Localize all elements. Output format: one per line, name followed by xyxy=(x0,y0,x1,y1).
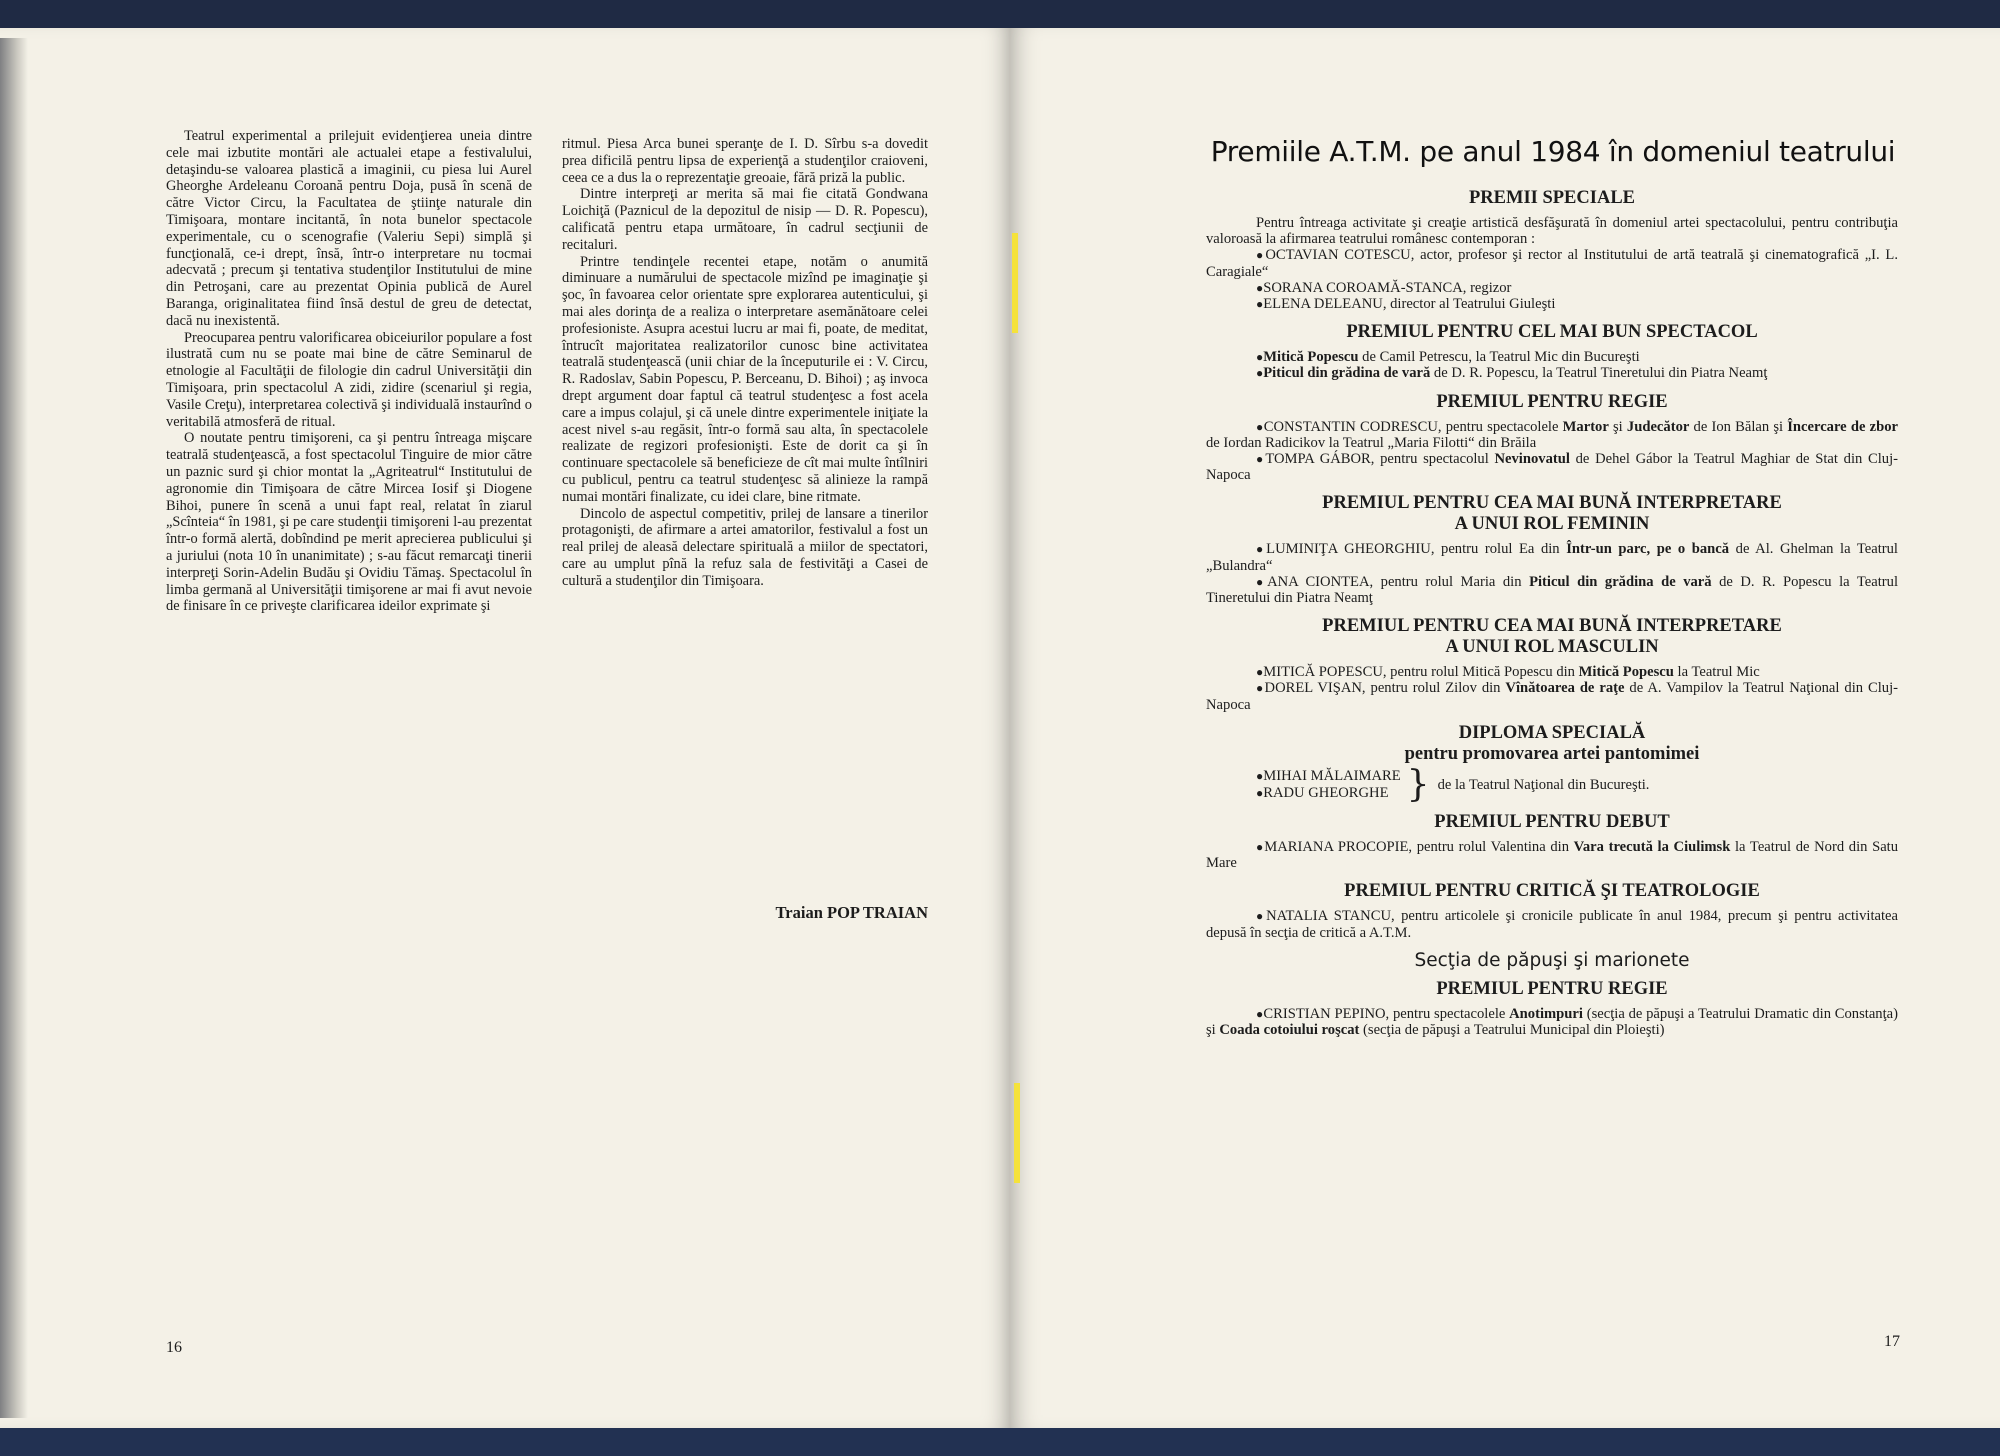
award-text: de Iordan Radicikov la Teatrul „Maria Filotti“ din Brăila xyxy=(1206,434,1537,451)
award-item: ● NATALIA STANCU, pentru articolele şi cronicile publicate în anul 1984, precum şi pentru activitatea depusă în secţia de critică a A.T.M. xyxy=(1206,908,1898,940)
section-heading: PREMIUL PENTRU REGIE xyxy=(1436,979,1668,1000)
paragraph: Dincolo de aspectul competitiv, prilej de lansare a tinerilor protagonişti, de afirmare a artei amatorilor, festivalul a fost un real prilej de aleasă delectare spirituală a miilor de spectatori, care au umplut pînă la refuz sala de festivităţi a Casei de cultură a studenţilor din Timişoara. xyxy=(562,505,928,589)
award-text: CRISTIAN PEPINO, pentru spectacolele xyxy=(1263,1006,1510,1023)
work-title: Încercare de zbor xyxy=(1787,418,1898,435)
section-subheading: pentru promovarea artei pantomimei xyxy=(1404,743,1700,764)
paragraph: Preocuparea pentru valorificarea obiceiurilor populare a fost ilustrată cum nu se poate mai bine de către Seminarul de etnologie al Facultăţii de filologie din cadrul Universităţii din Timişoara, prin spectacolul A zidi, zidire (scenariul şi regia, Vasile Creţu), interpretarea colectivă şi individuală instaurînd o veritabilă atmosferă de ritual. xyxy=(166,329,532,430)
work-title: Nevinovatul xyxy=(1494,451,1570,468)
left-page xyxy=(0,28,1010,1428)
work-title: Mitică Popescu xyxy=(1263,349,1359,366)
award-text: MARIANA PROCOPIE, pentru rolul Valentina din xyxy=(1264,839,1574,856)
award-text: de D. R. Popescu, la Teatrul Tineretului din Piatra Neamţ xyxy=(1430,365,1768,382)
award-item: ● ELENA DELEANU, director al Teatrului Giuleşti xyxy=(1206,296,1898,312)
work-title: Vara trecută la Ciulimsk xyxy=(1573,839,1731,856)
binding-strip xyxy=(0,1428,2000,1456)
award-place: de la Teatrul Naţional din Bucureşti. xyxy=(1437,776,1650,793)
award-text: de Ion Bălan şi xyxy=(1689,418,1788,435)
award-text: la Teatrul Mic xyxy=(1673,664,1760,681)
spine-marker xyxy=(1014,1083,1020,1183)
award-item xyxy=(1206,839,1898,871)
work-title: Vînătoarea de raţe xyxy=(1505,680,1625,697)
work-title: Judecător xyxy=(1626,418,1690,435)
award-text: de Camil Petrescu, la Teatrul Mic din Bucureşti xyxy=(1358,349,1640,366)
right-page xyxy=(1010,28,2000,1428)
award-item xyxy=(1206,680,1898,712)
work-title: Într-un parc, pe o bancă xyxy=(1566,541,1730,558)
page-number-left: 16 xyxy=(166,1339,182,1356)
section-heading: DIPLOMA SPECIALĂ xyxy=(1458,722,1646,743)
award-text: CONSTANTIN CODRESCU, pentru spectacolele xyxy=(1263,418,1563,435)
award-text: de Dehel Gábor la Teatrul Maghiar de Stat din Cluj-Napoca xyxy=(1206,451,1898,484)
section-heading: PREMII SPECIALE xyxy=(1468,188,1635,208)
award-text: de D. R. Popescu la Teatrul Tineretului din Piatra Neamţ xyxy=(1206,573,1899,607)
left-column-2 xyxy=(562,136,928,590)
awards-list xyxy=(1206,188,1898,1038)
book-spread xyxy=(0,28,2000,1428)
award-item xyxy=(1206,349,1898,365)
heading-line: PREMIUL PENTRU CEA MAI BUNĂ INTERPRETARE xyxy=(1322,616,1782,637)
award-item xyxy=(1206,574,1898,606)
award-text: şi xyxy=(1608,418,1627,435)
book-edge xyxy=(0,38,28,1418)
award-text: TOMPA GÁBOR, pentru spectacolul xyxy=(1265,451,1495,468)
heading-line: PREMIUL PENTRU CEA MAI BUNĂ INTERPRETARE xyxy=(1322,493,1782,514)
paragraph: O noutate pentru timişoreni, ca şi pentru întreaga mişcare teatrală studenţească, a fost spectacolul Tinguire de mior către un paznic surd şi chior montat la „Agriteatrul“ Institutului de agronomie din Timişoara de către Mircea Iosif şi Diogene Bihoi, punere în scenă a unui fapt real, relatat în ziarul „Scînteia“ în 1981, şi pe care studenţii timişoreni l-au prezentat într-o formă alertă, dobîndind pe merit aprecierea publicului şi a juriului (nota 10 în unanimitate) ; s-au făcut remarcaţi tinerii interpreţi Sorin-Adelin Budău şi Ovidiu Tămaş. Spectacolul în limba germană al Universităţii timişorene ar mai fi avut nevoie de finisare în ce priveşte clarificarea ideilor exprimate şi xyxy=(166,430,532,615)
award-item xyxy=(1206,419,1898,451)
award-item xyxy=(1206,664,1898,680)
section-heading: PREMIUL PENTRU DEBUT xyxy=(1434,812,1670,833)
award-name: ● MIHAI MĂLAIMARE xyxy=(1256,768,1401,785)
heading-line: A UNUI ROL FEMININ xyxy=(1454,514,1650,535)
paragraph: Dintre interpreţi ar merita să mai fie citată Gondwana Loichiţă (Paznicul de la depozitul de nisip — D. R. Popescu), calificată pentru etapa următoare, în cadrul secţiunii de recitaluri. xyxy=(562,186,928,253)
award-text: ANA CIONTEA, pentru rolul Maria din xyxy=(1267,573,1530,590)
award-name: ● RADU GHEORGHE xyxy=(1256,785,1401,802)
work-title: Piticul din grădina de vară xyxy=(1529,573,1712,590)
award-text: de A. Vampilov la Teatrul Naţional din Cluj-Napoca xyxy=(1206,680,1898,713)
award-item: ● SORANA COROAMĂ-STANCA, regizor xyxy=(1206,280,1898,296)
section-heading: PREMIUL PENTRU CRITICĂ ŞI TEATROLOGIE xyxy=(1344,881,1760,902)
page-title: Premiile A.T.M. pe anul 1984 în domeniul teatrului xyxy=(1210,135,1896,168)
work-title: Martor xyxy=(1562,418,1609,435)
award-text: la Teatrul de Nord din Satu Mare xyxy=(1206,839,1899,872)
brace: } xyxy=(1406,764,1430,806)
award-text: DOREL VIŞAN, pentru rolul Zilov din xyxy=(1264,680,1506,697)
award-pair xyxy=(1256,764,1898,806)
section-heading xyxy=(1206,616,1898,658)
award-text: MITICĂ POPESCU, pentru rolul Mitică Popescu din xyxy=(1263,664,1579,681)
award-text: (secţia de păpuşi a Teatrului Dramatic din Constanţa) şi xyxy=(1206,1006,1898,1039)
award-text: de Al. Ghelman la Teatrul „Bulandra“ xyxy=(1206,541,1898,574)
award-item xyxy=(1206,541,1898,573)
award-text: (secţia de păpuşi a Teatrului Municipal din Ploieşti) xyxy=(1359,1022,1665,1039)
work-title: Anotimpuri xyxy=(1509,1006,1583,1023)
paragraph: Printre tendinţele recentei etape, notăm o anumită diminuare a numărului de spectacole mizînd pe imaginaţie şi şoc, în favoarea celor orientate spre explorarea autenticului, şi mai ales dorinţa de a realiza o interpretare asemănătoare celei profesioniste. Asupra acestui lucru ar mai fi, poate, de meditat, întrucît majoritatea realizatorilor cunosc bine activitatea teatrală studenţească (unii chiar de la începuturile ei : V. Circu, R. Radoslav, Sabin Popescu, P. Berceanu, D. Bihoi) ; aş invoca drept argument doar faptul că teatrul studenţesc a fost acela care a impus colajul, şi că unele dintre experimentele iniţiate la acest nivel s-au regăsit, într-o formă sau alta, în spectacolele realizate de regizori profesionişti. Este de dorit ca şi în continuare spectacolele să beneficieze de cît mai multe întîlniri cu publicul, pentru ca teatrul studenţesc să alinieze la rampă numai montări finalizate, cu idei clare, bine ritmate. xyxy=(562,253,928,505)
section-heading: PREMIUL PENTRU REGIE xyxy=(1436,391,1668,412)
work-title: Piticul din grădina de vară xyxy=(1263,365,1431,382)
paragraph: Teatrul experimental a prilejuit evidenţierea uneia dintre cele mai izbutite montări ale actualei etape a festivalului, detaşindu-se valoarea plastică a imaginii, cu piesa lui Aurel Gheorghe Ardeleanu Coroană pentru Doja, pusă în scenă de către Victor Circu, la Facultatea de ştiinţe naturale din Timişoara, montare incitantă, în nota bunelor spectacole experimentale, cu o scenografie (Valeriu Sepi) simplă şi funcţională, ce-i drept, însă, într-o interpretare nu tocmai adecvată ; precum şi tentativa studenţilor Institutului de mine din Petroşani, care au prezentat Opinia publică de Aurel Baranga, originalitatea fiind însă destul de greu de detectat, dacă nu inexistentă. xyxy=(166,128,532,329)
award-names xyxy=(1256,768,1401,802)
page-number-right: 17 xyxy=(1884,1333,1900,1350)
award-item xyxy=(1206,365,1898,381)
heading-line: A UNUI ROL MASCULIN xyxy=(1445,637,1659,658)
award-item xyxy=(1206,1006,1898,1038)
author-signature: Traian POP TRAIAN xyxy=(775,903,928,922)
work-title: Mitică Popescu xyxy=(1578,664,1674,681)
section-heading: PREMIUL PENTRU CEL MAI BUN SPECTACOL xyxy=(1346,322,1758,343)
section-heading xyxy=(1206,493,1898,535)
work-title: Coada cotoiului roşcat xyxy=(1219,1022,1360,1039)
award-item: ● OCTAVIAN COTESCU, actor, profesor şi rector al Institutului de artă teatrală şi cinematografică „I. L. Caragiale“ xyxy=(1206,247,1898,279)
spine-marker xyxy=(1012,233,1018,333)
intro-text: Pentru întreaga activitate şi creaţie artistică desfăşurată în domeniul artei spectacolului, pentru contribuţia valoroasă la afirmarea teatrului românesc contemporan : xyxy=(1206,215,1898,248)
left-column-1 xyxy=(166,128,532,615)
section-title: Secţia de păpuşi şi marionete xyxy=(1414,949,1690,971)
paragraph: ritmul. Piesa Arca bunei speranţe de I. D. Sîrbu s-a dovedit prea dificilă pentru lipsa de experienţă a studenţilor craioveni, ceea ce a dus la o reprezentaţie greoaie, fără priză la public. xyxy=(562,136,928,186)
award-item xyxy=(1206,451,1898,483)
award-text: LUMINIŢA GHEORGHIU, pentru rolul Ea din xyxy=(1266,541,1567,558)
